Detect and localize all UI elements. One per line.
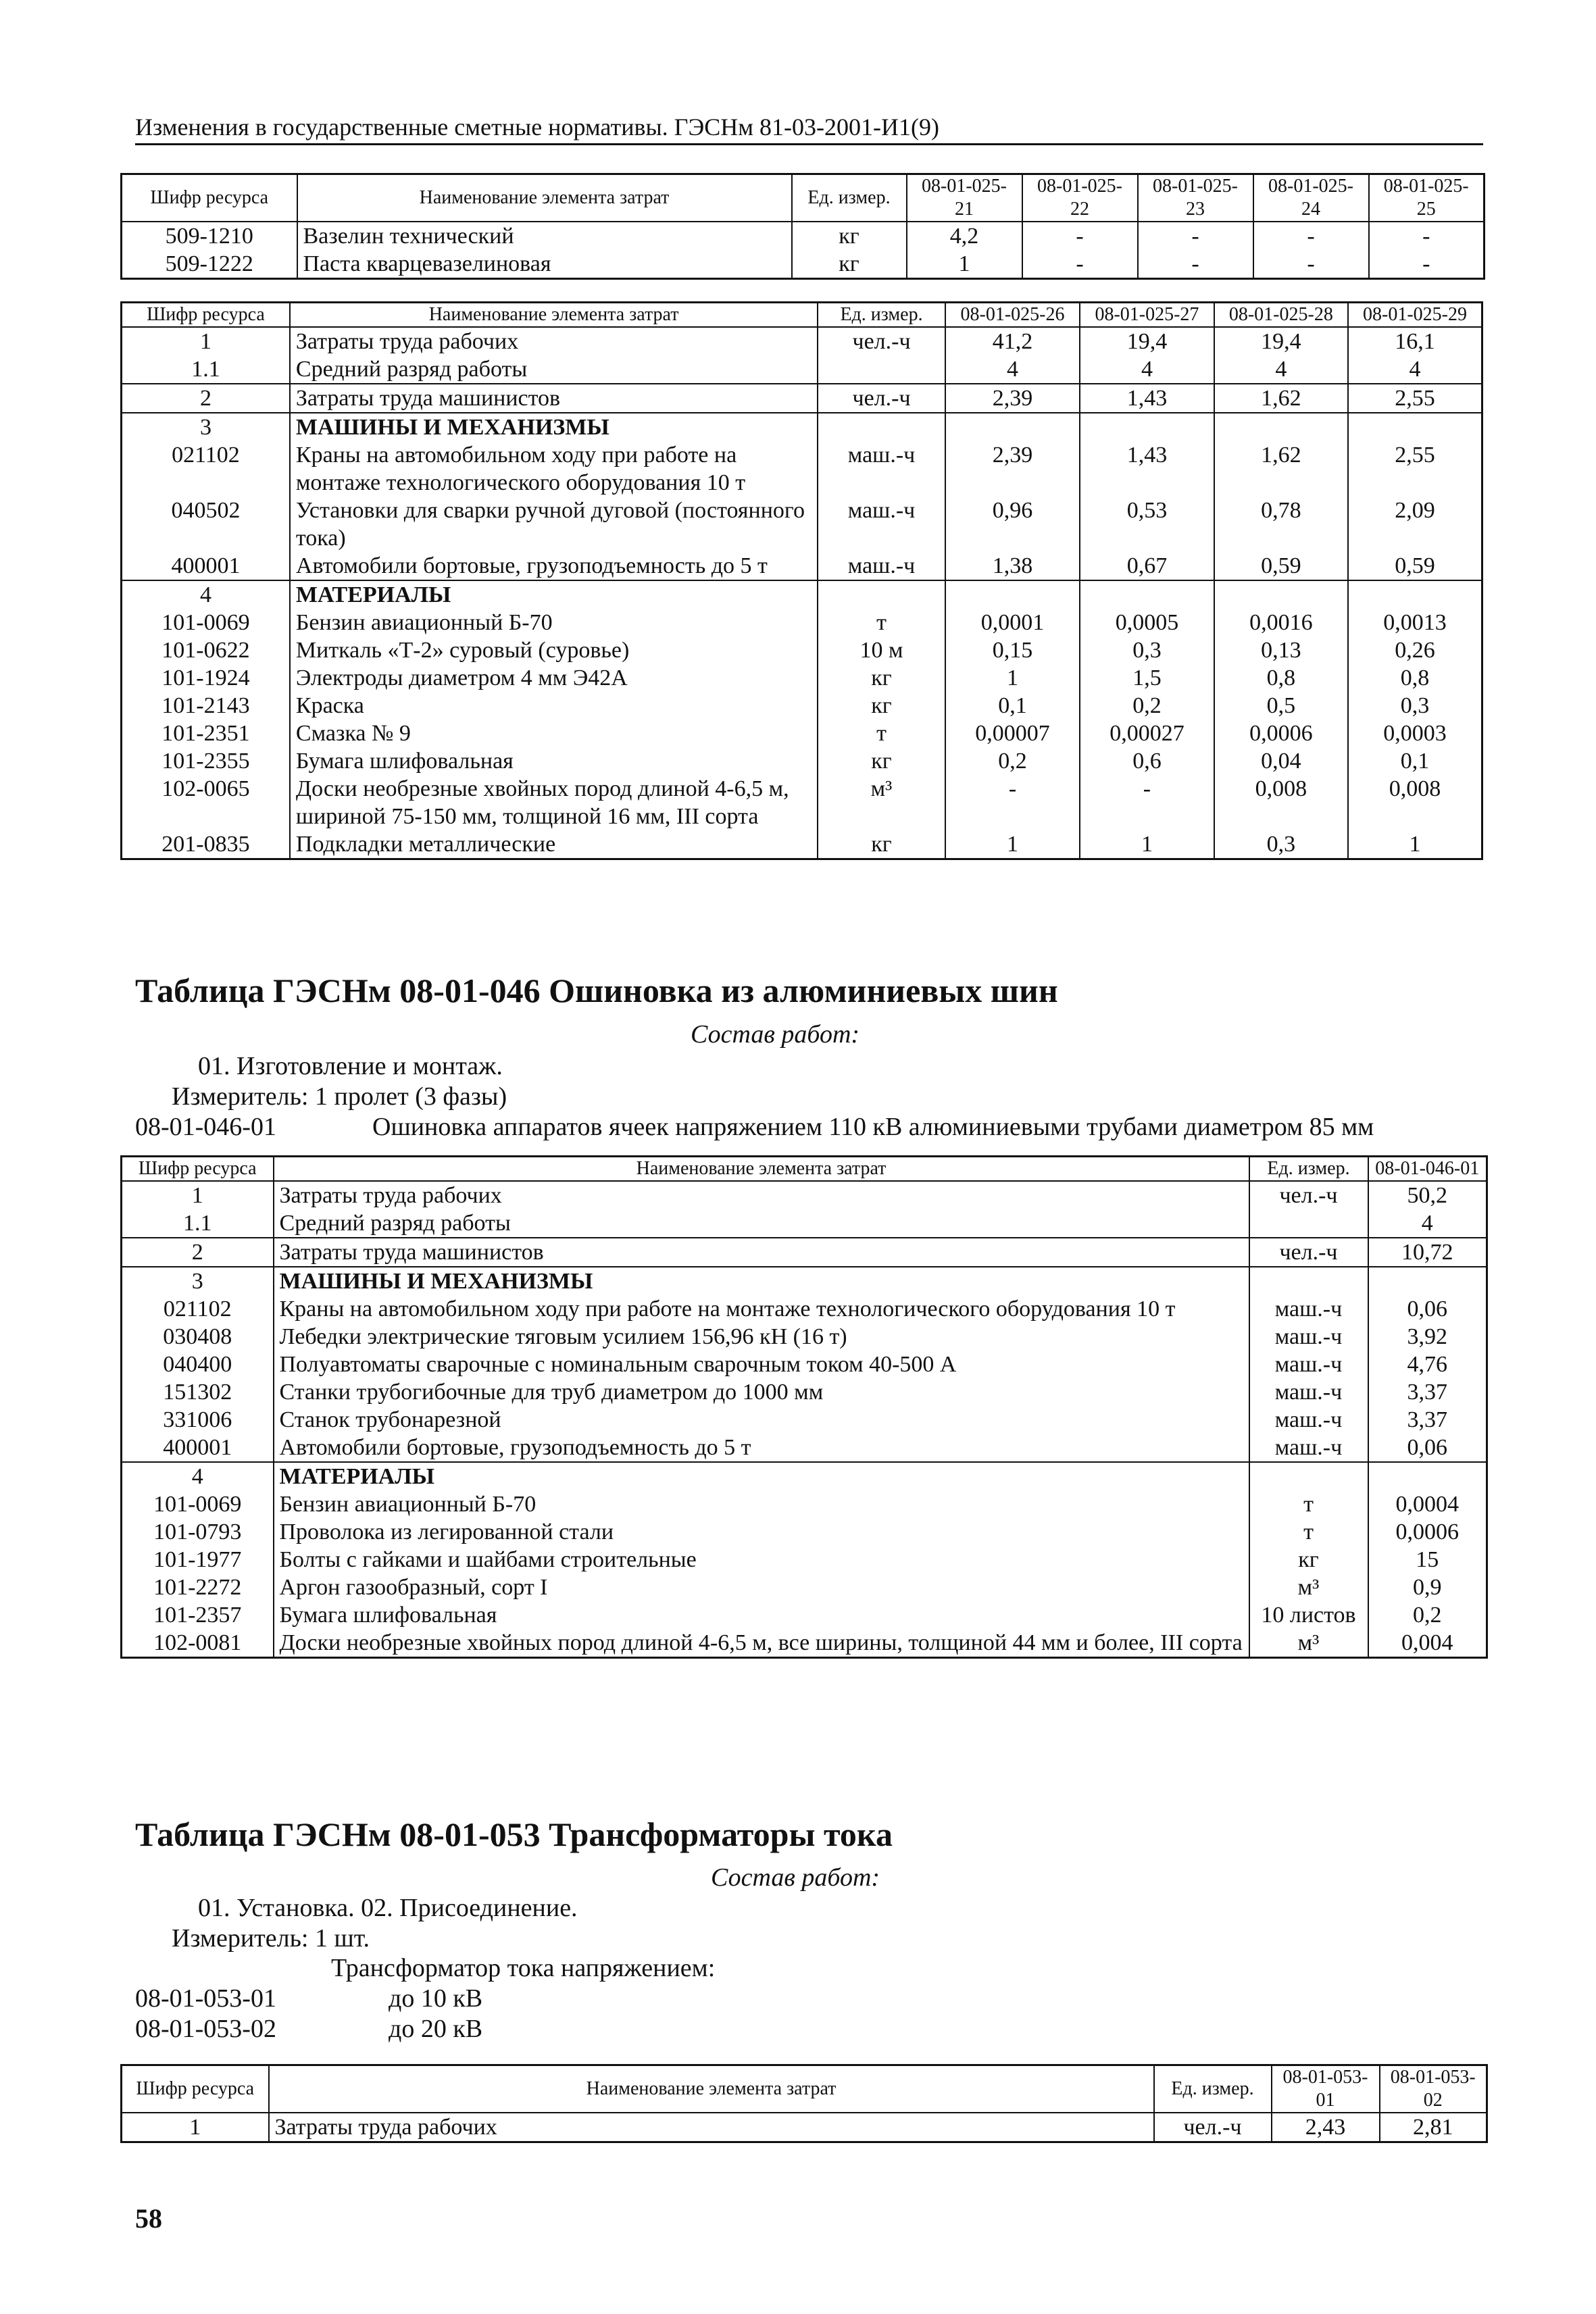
resource-value <box>1348 413 1482 441</box>
resource-name: Станки трубогибочные для труб диаметром до 1000 мм <box>274 1378 1249 1406</box>
resource-code: 101-2355 <box>122 747 290 775</box>
resource-code: 1.1 <box>122 355 290 384</box>
resource-name: Затраты труда машинистов <box>274 1238 1249 1267</box>
header-code: Шифр ресурса <box>122 174 297 222</box>
resource-code: 101-2272 <box>122 1574 274 1601</box>
resource-value <box>945 580 1080 609</box>
resource-name: Средний разряд работы <box>274 1209 1249 1238</box>
norm-name-053-02: до 20 кВ <box>389 2015 483 2043</box>
resource-value: 3,37 <box>1368 1406 1487 1434</box>
header-norm-column: 08-01-025-22 <box>1022 174 1138 222</box>
resource-value: 0,2 <box>1368 1601 1487 1629</box>
resource-value: 2,81 <box>1380 2113 1487 2142</box>
resource-value: 0,26 <box>1348 636 1482 664</box>
resource-code: 101-0622 <box>122 636 290 664</box>
resource-unit: т <box>1249 1490 1368 1518</box>
resource-unit <box>818 413 945 441</box>
page-header: Изменения в государственные сметные нормативы. ГЭСНм 81-03-2001-И1(9) <box>135 112 1483 145</box>
header-norm-column: 08-01-025-23 <box>1138 174 1253 222</box>
resource-unit: кг <box>792 222 907 250</box>
resource-unit: чел.-ч <box>1249 1238 1368 1267</box>
resource-unit: м³ <box>1249 1574 1368 1601</box>
resource-value <box>1214 580 1348 609</box>
resource-name: Автомобили бортовые, грузоподъемность до 5 т <box>290 552 818 580</box>
header-norm-column: 08-01-025-21 <box>907 174 1022 222</box>
resource-name: Краны на автомобильном ходу при работе на монтаже технологического оборудования 10 т <box>274 1295 1249 1323</box>
header-norm-column: 08-01-053-01 <box>1272 2065 1380 2113</box>
table-row <box>122 1434 1487 1462</box>
resource-code: 102-0081 <box>122 1629 274 1658</box>
resource-value: 2,55 <box>1348 441 1482 497</box>
resource-name: Паста кварцевазелиновая <box>297 250 792 279</box>
resource-code: 030408 <box>122 1323 274 1351</box>
resource-value: - <box>1022 250 1138 279</box>
header-norm-column: 08-01-025-27 <box>1080 303 1214 328</box>
table-row <box>122 775 1482 830</box>
resource-value: 1,62 <box>1214 384 1348 413</box>
resource-value: 0,0006 <box>1368 1518 1487 1546</box>
resource-value: 2,43 <box>1272 2113 1380 2142</box>
table-row <box>122 222 1485 250</box>
resource-name: Бумага шлифовальная <box>274 1601 1249 1629</box>
resource-unit: маш.-ч <box>1249 1406 1368 1434</box>
table-row <box>122 441 1482 497</box>
resource-name: Вазелин технический <box>297 222 792 250</box>
resource-code: 4 <box>122 1462 274 1490</box>
resource-unit <box>818 355 945 384</box>
resource-value: 2,39 <box>945 384 1080 413</box>
resource-value: 0,0016 <box>1214 609 1348 636</box>
table-row <box>122 580 1482 609</box>
resource-value: 0,0005 <box>1080 609 1214 636</box>
resource-code: 021102 <box>122 1295 274 1323</box>
resource-value: 0,0004 <box>1368 1490 1487 1518</box>
resource-unit: м³ <box>1249 1629 1368 1658</box>
resource-name: Средний разряд работы <box>290 355 818 384</box>
resource-value: - <box>1138 222 1253 250</box>
resource-value: 0,008 <box>1214 775 1348 830</box>
resource-value: 0,3 <box>1348 692 1482 720</box>
resource-value: 3,37 <box>1368 1378 1487 1406</box>
resource-value: 10,72 <box>1368 1238 1487 1267</box>
norm-name-053-01: до 10 кВ <box>389 1984 483 2013</box>
resource-name: Доски необрезные хвойных пород длиной 4-6,5 м, шириной 75-150 мм, толщиной 16 мм, III сорта <box>290 775 818 830</box>
table-header-row <box>122 1157 1487 1182</box>
section-title-046: Таблица ГЭСНм 08-01-046 Ошиновка из алюминиевых шин <box>135 972 1058 1009</box>
resource-value: 0,6 <box>1080 747 1214 775</box>
resource-value: 0,008 <box>1348 775 1482 830</box>
resource-value: 19,4 <box>1214 327 1348 355</box>
resource-value <box>1080 413 1214 441</box>
resource-value: 1 <box>907 250 1022 279</box>
resource-name: Аргон газообразный, сорт I <box>274 1574 1249 1601</box>
table-row <box>122 1518 1487 1546</box>
resource-value: - <box>1138 250 1253 279</box>
resource-code: 101-1924 <box>122 664 290 692</box>
norm-code-053-01: 08-01-053-01 <box>135 1984 276 2013</box>
resource-value: 0,06 <box>1368 1434 1487 1462</box>
resource-value: 4,2 <box>907 222 1022 250</box>
resource-unit <box>1249 1462 1368 1490</box>
section-title-053: Таблица ГЭСНм 08-01-053 Трансформаторы тока <box>135 1815 893 1853</box>
table-row <box>122 609 1482 636</box>
resource-code: 101-1977 <box>122 1546 274 1574</box>
table-header-row <box>122 2065 1487 2113</box>
resource-code: 1 <box>122 1181 274 1209</box>
resource-name: Бензин авиационный Б-70 <box>274 1490 1249 1518</box>
resource-name: Затраты труда рабочих <box>269 2113 1154 2142</box>
header-name: Наименование элемента затрат <box>297 174 792 222</box>
resource-name: Затраты труда машинистов <box>290 384 818 413</box>
resource-value <box>1080 580 1214 609</box>
resource-name: Смазка № 9 <box>290 720 818 747</box>
header-norm-column: 08-01-053-02 <box>1380 2065 1487 2113</box>
resource-value: 3,92 <box>1368 1323 1487 1351</box>
table-row <box>122 636 1482 664</box>
resource-code: 400001 <box>122 552 290 580</box>
resource-value: 0,04 <box>1214 747 1348 775</box>
header-norm-column: 08-01-025-26 <box>945 303 1080 328</box>
resource-unit: чел.-ч <box>818 327 945 355</box>
meter-046: Измеритель: 1 пролет (3 фазы) <box>172 1082 507 1111</box>
resource-value: - <box>1253 222 1369 250</box>
resource-value: 1 <box>945 830 1080 859</box>
table-row <box>122 384 1482 413</box>
table-row <box>122 1323 1487 1351</box>
page-number: 58 <box>135 2203 162 2234</box>
resource-code: 1 <box>122 327 290 355</box>
resource-value: 0,8 <box>1348 664 1482 692</box>
resource-unit <box>818 580 945 609</box>
resource-value: 0,8 <box>1214 664 1348 692</box>
header-code: Шифр ресурса <box>122 1157 274 1182</box>
header-norm-column: 08-01-025-28 <box>1214 303 1348 328</box>
resource-name: Краны на автомобильном ходу при работе на монтаже технологического оборудования 10 т <box>290 441 818 497</box>
subtitle-053: Трансформатор тока напряжением: <box>331 1954 716 1982</box>
table-row <box>122 1209 1487 1238</box>
table-row <box>122 1351 1487 1378</box>
resource-code: 4 <box>122 580 290 609</box>
resource-value <box>1348 580 1482 609</box>
header-unit: Ед. измер. <box>1154 2065 1272 2113</box>
resource-name: Автомобили бортовые, грузоподъемность до 5 т <box>274 1434 1249 1462</box>
resource-unit: 10 листов <box>1249 1601 1368 1629</box>
table-row <box>122 1406 1487 1434</box>
table-row <box>122 250 1485 279</box>
resource-value: 0,3 <box>1214 830 1348 859</box>
resource-unit: чел.-ч <box>1249 1181 1368 1209</box>
resource-name: Подкладки металлические <box>290 830 818 859</box>
resource-table-025-26 <box>120 301 1483 860</box>
resource-value: 0,00007 <box>945 720 1080 747</box>
resource-value: - <box>1253 250 1369 279</box>
meter-053: Измеритель: 1 шт. <box>172 1924 370 1953</box>
resource-name: Болты с гайками и шайбами строительные <box>274 1546 1249 1574</box>
resource-value: 0,67 <box>1080 552 1214 580</box>
resource-unit: маш.-ч <box>818 497 945 552</box>
resource-name: Установки для сварки ручной дуговой (постоянного тока) <box>290 497 818 552</box>
table-row <box>122 664 1482 692</box>
resource-value: 0,0013 <box>1348 609 1482 636</box>
resource-value: 2,09 <box>1348 497 1482 552</box>
header-name: Наименование элемента затрат <box>290 303 818 328</box>
resource-unit <box>1249 1267 1368 1295</box>
resource-name: Лебедки электрические тяговым усилием 156,96 кН (16 т) <box>274 1323 1249 1351</box>
resource-value: - <box>1080 775 1214 830</box>
resource-unit: маш.-ч <box>818 441 945 497</box>
resource-value: - <box>1022 222 1138 250</box>
resource-value: 1,62 <box>1214 441 1348 497</box>
resource-value: 0,0006 <box>1214 720 1348 747</box>
resource-code: 151302 <box>122 1378 274 1406</box>
resource-unit: маш.-ч <box>1249 1351 1368 1378</box>
table-row <box>122 413 1482 441</box>
resource-value: 1,5 <box>1080 664 1214 692</box>
resource-value: 0,2 <box>1080 692 1214 720</box>
resource-code: 2 <box>122 1238 274 1267</box>
resource-value: 0,53 <box>1080 497 1214 552</box>
resource-unit: кг <box>792 250 907 279</box>
table-row <box>122 1629 1487 1658</box>
resource-code: 101-0793 <box>122 1518 274 1546</box>
resource-code: 331006 <box>122 1406 274 1434</box>
resource-value: 0,004 <box>1368 1629 1487 1658</box>
header-unit: Ед. измер. <box>1249 1157 1368 1182</box>
table-header-row <box>122 174 1485 222</box>
table-row <box>122 747 1482 775</box>
resource-name: Миткаль «Т-2» суровый (суровье) <box>290 636 818 664</box>
resource-value: 1 <box>1080 830 1214 859</box>
table-row <box>122 2113 1487 2142</box>
resource-value: 0,3 <box>1080 636 1214 664</box>
resource-code: 400001 <box>122 1434 274 1462</box>
resource-code: 3 <box>122 413 290 441</box>
header-norm-column: 08-01-046-01 <box>1368 1157 1487 1182</box>
resource-name: МАШИНЫ И МЕХАНИЗМЫ <box>290 413 818 441</box>
resource-unit: маш.-ч <box>1249 1378 1368 1406</box>
resource-code: 101-2351 <box>122 720 290 747</box>
resource-name: Полуавтоматы сварочные с номинальным сварочным током 40-500 А <box>274 1351 1249 1378</box>
works-053: 01. Установка. 02. Присоединение. <box>198 1894 578 1922</box>
resource-value: 1 <box>945 664 1080 692</box>
header-name: Наименование элемента затрат <box>269 2065 1154 2113</box>
table-row <box>122 1462 1487 1490</box>
table-row <box>122 1601 1487 1629</box>
resource-value: 0,1 <box>1348 747 1482 775</box>
resource-unit: 10 м <box>818 636 945 664</box>
resource-value: 0,06 <box>1368 1295 1487 1323</box>
resource-value: 0,15 <box>945 636 1080 664</box>
table-row <box>122 692 1482 720</box>
composition-label-046: Состав работ: <box>691 1020 860 1049</box>
resource-value: 41,2 <box>945 327 1080 355</box>
resource-unit: т <box>1249 1518 1368 1546</box>
header-unit: Ед. измер. <box>818 303 945 328</box>
resource-code: 201-0835 <box>122 830 290 859</box>
resource-name: Бумага шлифовальная <box>290 747 818 775</box>
table-row <box>122 720 1482 747</box>
resource-unit: кг <box>818 830 945 859</box>
resource-code: 040400 <box>122 1351 274 1378</box>
resource-unit: маш.-ч <box>1249 1434 1368 1462</box>
resource-name: Доски необрезные хвойных пород длиной 4-6,5 м, все ширины, толщиной 44 мм и более, III сорта <box>274 1629 1249 1658</box>
resource-value <box>1368 1462 1487 1490</box>
resource-unit: м³ <box>818 775 945 830</box>
resource-code: 101-2357 <box>122 1601 274 1629</box>
resource-table-053 <box>120 2064 1488 2143</box>
resource-name: Затраты труда рабочих <box>290 327 818 355</box>
resource-unit: кг <box>818 664 945 692</box>
header-code: Шифр ресурса <box>122 303 290 328</box>
resource-unit: кг <box>818 692 945 720</box>
resource-value: 0,5 <box>1214 692 1348 720</box>
resource-name: Станок трубонарезной <box>274 1406 1249 1434</box>
resource-value: 0,59 <box>1348 552 1482 580</box>
resource-code: 509-1210 <box>122 222 297 250</box>
resource-value: 4 <box>1214 355 1348 384</box>
table-row <box>122 1546 1487 1574</box>
table-row <box>122 327 1482 355</box>
resource-name: МАТЕРИАЛЫ <box>274 1462 1249 1490</box>
resource-value: 50,2 <box>1368 1181 1487 1209</box>
resource-unit: маш.-ч <box>818 552 945 580</box>
resource-value: 0,78 <box>1214 497 1348 552</box>
resource-value <box>1214 413 1348 441</box>
table-header-row <box>122 303 1482 328</box>
norm-name-046-01: Ошиновка аппаратов ячеек напряжением 110 кВ алюминиевыми трубами диаметром 85 мм <box>372 1113 1374 1141</box>
resource-value: 4,76 <box>1368 1351 1487 1378</box>
resource-value: 0,9 <box>1368 1574 1487 1601</box>
resource-code: 1 <box>122 2113 269 2142</box>
resource-code: 101-0069 <box>122 609 290 636</box>
table-row <box>122 830 1482 859</box>
resource-unit: т <box>818 720 945 747</box>
table-row <box>122 1267 1487 1295</box>
resource-name: Краска <box>290 692 818 720</box>
resource-unit: т <box>818 609 945 636</box>
composition-label-053: Состав работ: <box>711 1863 880 1892</box>
table-row <box>122 1378 1487 1406</box>
table-row <box>122 1181 1487 1209</box>
resource-value: 4 <box>1348 355 1482 384</box>
resource-unit: кг <box>818 747 945 775</box>
resource-name: МАШИНЫ И МЕХАНИЗМЫ <box>274 1267 1249 1295</box>
header-unit: Ед. измер. <box>792 174 907 222</box>
resource-value: 4 <box>1080 355 1214 384</box>
resource-unit: чел.-ч <box>1154 2113 1272 2142</box>
resource-value: 1,43 <box>1080 384 1214 413</box>
resource-code: 102-0065 <box>122 775 290 830</box>
resource-value: 1,43 <box>1080 441 1214 497</box>
resource-value: 15 <box>1368 1546 1487 1574</box>
resource-value: 4 <box>1368 1209 1487 1238</box>
header-norm-column: 08-01-025-24 <box>1253 174 1369 222</box>
resource-unit: чел.-ч <box>818 384 945 413</box>
works-046: 01. Изготовление и монтаж. <box>198 1052 503 1080</box>
header-norm-column: 08-01-025-25 <box>1369 174 1485 222</box>
resource-value: 2,55 <box>1348 384 1482 413</box>
resource-value: 19,4 <box>1080 327 1214 355</box>
resource-code: 3 <box>122 1267 274 1295</box>
resource-value: 0,0001 <box>945 609 1080 636</box>
header-name: Наименование элемента затрат <box>274 1157 1249 1182</box>
resource-value: 0,59 <box>1214 552 1348 580</box>
resource-code: 509-1222 <box>122 250 297 279</box>
resource-value: 0,1 <box>945 692 1080 720</box>
resource-code: 101-0069 <box>122 1490 274 1518</box>
resource-value <box>1368 1267 1487 1295</box>
table-row <box>122 497 1482 552</box>
resource-name: Бензин авиационный Б-70 <box>290 609 818 636</box>
resource-name: Электроды диаметром 4 мм Э42А <box>290 664 818 692</box>
resource-code: 1.1 <box>122 1209 274 1238</box>
table-row <box>122 1238 1487 1267</box>
resource-value: 4 <box>945 355 1080 384</box>
resource-code: 101-2143 <box>122 692 290 720</box>
resource-value: 1,38 <box>945 552 1080 580</box>
resource-code: 021102 <box>122 441 290 497</box>
resource-value: 0,00027 <box>1080 720 1214 747</box>
resource-value: 0,2 <box>945 747 1080 775</box>
resource-value: - <box>945 775 1080 830</box>
resource-table-025-21 <box>120 173 1485 280</box>
resource-unit: маш.-ч <box>1249 1295 1368 1323</box>
header-norm-column: 08-01-025-29 <box>1348 303 1482 328</box>
resource-value: 16,1 <box>1348 327 1482 355</box>
resource-unit <box>1249 1209 1368 1238</box>
resource-table-046-01 <box>120 1155 1488 1659</box>
resource-name: Проволока из легированной стали <box>274 1518 1249 1546</box>
resource-value <box>945 413 1080 441</box>
resource-unit: кг <box>1249 1546 1368 1574</box>
resource-value: 0,96 <box>945 497 1080 552</box>
table-row <box>122 355 1482 384</box>
resource-value: 0,13 <box>1214 636 1348 664</box>
resource-value: 0,0003 <box>1348 720 1482 747</box>
resource-name: МАТЕРИАЛЫ <box>290 580 818 609</box>
resource-unit: маш.-ч <box>1249 1323 1368 1351</box>
table-row <box>122 1574 1487 1601</box>
resource-code: 040502 <box>122 497 290 552</box>
resource-name: Затраты труда рабочих <box>274 1181 1249 1209</box>
table-row <box>122 552 1482 580</box>
header-code: Шифр ресурса <box>122 2065 269 2113</box>
norm-code-046-01: 08-01-046-01 <box>135 1113 276 1141</box>
resource-value: 1 <box>1348 830 1482 859</box>
norm-code-053-02: 08-01-053-02 <box>135 2015 276 2043</box>
resource-value: - <box>1369 250 1485 279</box>
table-row <box>122 1295 1487 1323</box>
table-row <box>122 1490 1487 1518</box>
resource-value: - <box>1369 222 1485 250</box>
resource-value: 2,39 <box>945 441 1080 497</box>
resource-code: 2 <box>122 384 290 413</box>
